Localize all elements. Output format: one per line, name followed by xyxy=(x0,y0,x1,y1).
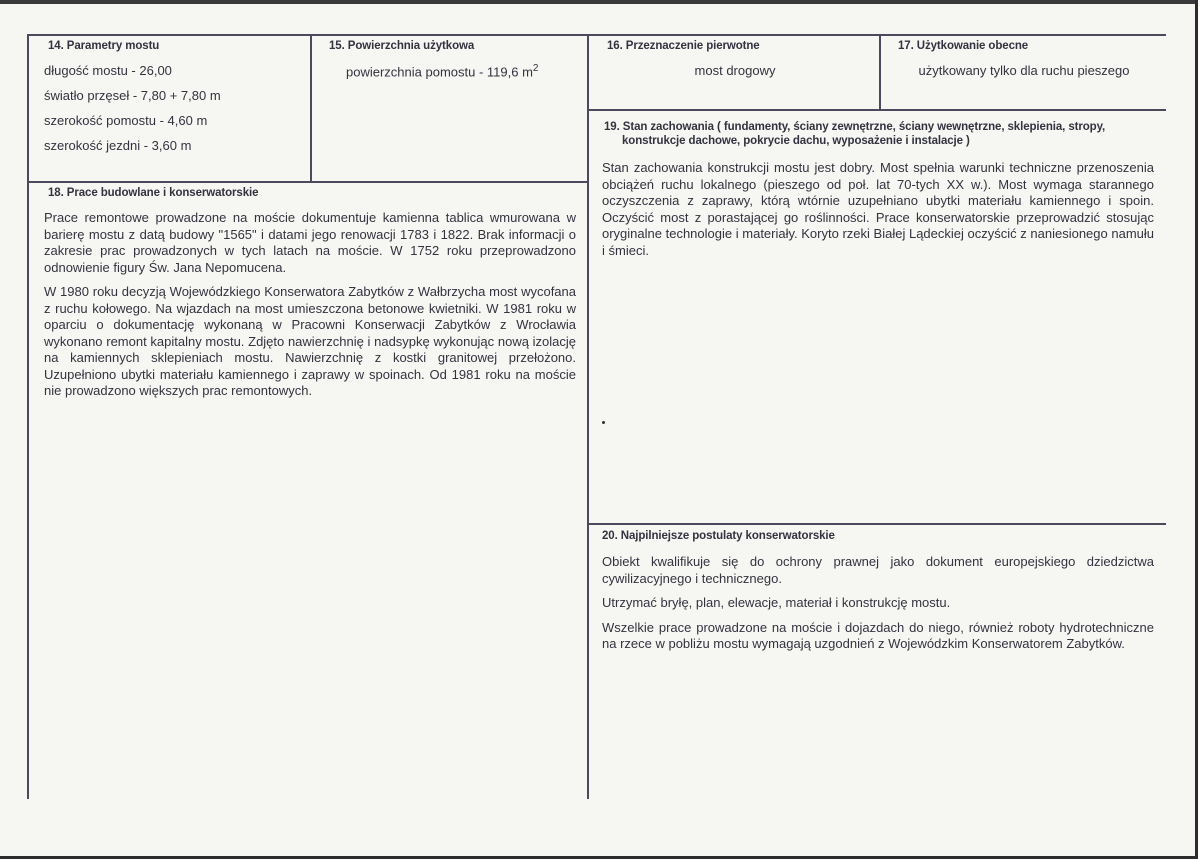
section-20-header: 20. Najpilniejsze postulaty konserwatorskie xyxy=(602,530,835,542)
param-deck-width: szerokość pomostu - 4,60 m xyxy=(44,113,208,128)
param-road-width: szerokość jezdni - 3,60 m xyxy=(44,138,192,153)
scan-speck xyxy=(602,421,605,424)
section-19-header-line2: konstrukcje dachowe, pokrycie dachu, wyposażenie i instalacje ) xyxy=(622,135,970,147)
section-18-body xyxy=(44,210,576,408)
section-18-header: 18. Prace budowlane i konserwatorskie xyxy=(48,187,259,199)
section-20-body xyxy=(602,554,1154,661)
section-18-paragraph-2: W 1980 roku decyzją Wojewódzkiego Konserwatora Zabytków z Wałbrzycha most wycofana z ruchu kołowego. Na wjazdach na most umieszczona betonowe kwietniki. W 1981 roku w oparciu o dokumentację wykonaną w Pracowni Konserwacji Zabytków z Wrocławia wykonano remont kapitalny mostu. Zdjęto nawierzchnię i nadsypkę wykonując nową izolację na kamiennych sklepieniach mostu. Nawierzchnię z kostki granitowej przełożono. Uzupełniono ubytki materiału kamiennego i zaprawy w spoinach. Od 1981 roku na moście nie prowadzono większych prac remontowych. xyxy=(44,284,576,398)
usable-area-value xyxy=(346,63,538,79)
divider-14-15 xyxy=(310,34,312,182)
center-divider xyxy=(587,34,589,799)
rule-below-16-17 xyxy=(588,109,1166,111)
rule-above-20 xyxy=(588,523,1166,525)
usable-area-text: powierzchnia pomostu - 119,6 m xyxy=(346,64,533,80)
section-17-header: 17. Użytkowanie obecne xyxy=(898,40,1029,52)
section-19-header-line1: 19. Stan zachowania ( fundamenty, ściany zewnętrzne, ściany wewnętrzne, sklepienia, stropy, xyxy=(604,121,1106,133)
section-20-paragraph-1: Obiekt kwalifikuje się do ochrony prawnej jako dokument europejskiego dziedzictwa cywilizacyjnego i technicznego. xyxy=(602,554,1154,586)
rule-below-14-15 xyxy=(28,181,588,183)
param-length: długość mostu - 26,00 xyxy=(44,63,172,78)
section-16-header: 16. Przeznaczenie pierwotne xyxy=(607,40,760,52)
section-14-header: 14. Parametry mostu xyxy=(48,40,160,52)
section-20-paragraph-3: Wszelkie prace prowadzone na moście i dojazdach do niego, również roboty hydrotechniczne na rzece w pobliżu mostu wymagają uzgodnień z Wojewódzkim Konserwatorem Zabytków. xyxy=(602,619,1154,651)
scan-top-edge xyxy=(0,0,1198,4)
left-border xyxy=(27,34,29,799)
section-15-header: 15. Powierzchnia użytkowa xyxy=(329,40,475,52)
param-span: światło przęseł - 7,80 + 7,80 m xyxy=(44,88,221,103)
current-use-value: użytkowany tylko dla ruchu pieszego xyxy=(918,63,1130,78)
section-19-body: Stan zachowania konstrukcji mostu jest dobry. Most spełnia warunki techniczne przenoszenia obciążeń ruchu lokalnego (pieszego od poł. lat 70-tych XX w.). Most wymaga starannego oczyszczenia z zaprawy, którą wtórnie uzupełniano ubytki materiału kamiennego i spoin. Oczyścić most z porastającej go roślinności. Prace konserwatorskie przeprowadzić stosując oryginalne technologie i materiały. Koryto rzeki Białej Lądeckiej oczyścić z naniesionego namułu i śmieci. xyxy=(602,160,1154,258)
section-20-paragraph-2: Utrzymać bryłę, plan, elewacje, materiał i konstrukcję mostu. xyxy=(602,595,951,610)
section-18-paragraph-1: Prace remontowe prowadzone na moście dokumentuje kamienna tablica wmurowana w barierę mostu z datą budowy "1565" i datami jego renowacji 1783 i 1822. Brak informacji o zakresie prac prowadzonych w tych latach na moście. W 1752 roku przeprowadzono odnowienie figury Św. Jana Nepomucena. xyxy=(44,210,576,275)
usable-area-unit-sup: 2 xyxy=(532,63,539,74)
original-purpose-value: most drogowy xyxy=(694,63,776,78)
top-border xyxy=(28,34,1166,36)
